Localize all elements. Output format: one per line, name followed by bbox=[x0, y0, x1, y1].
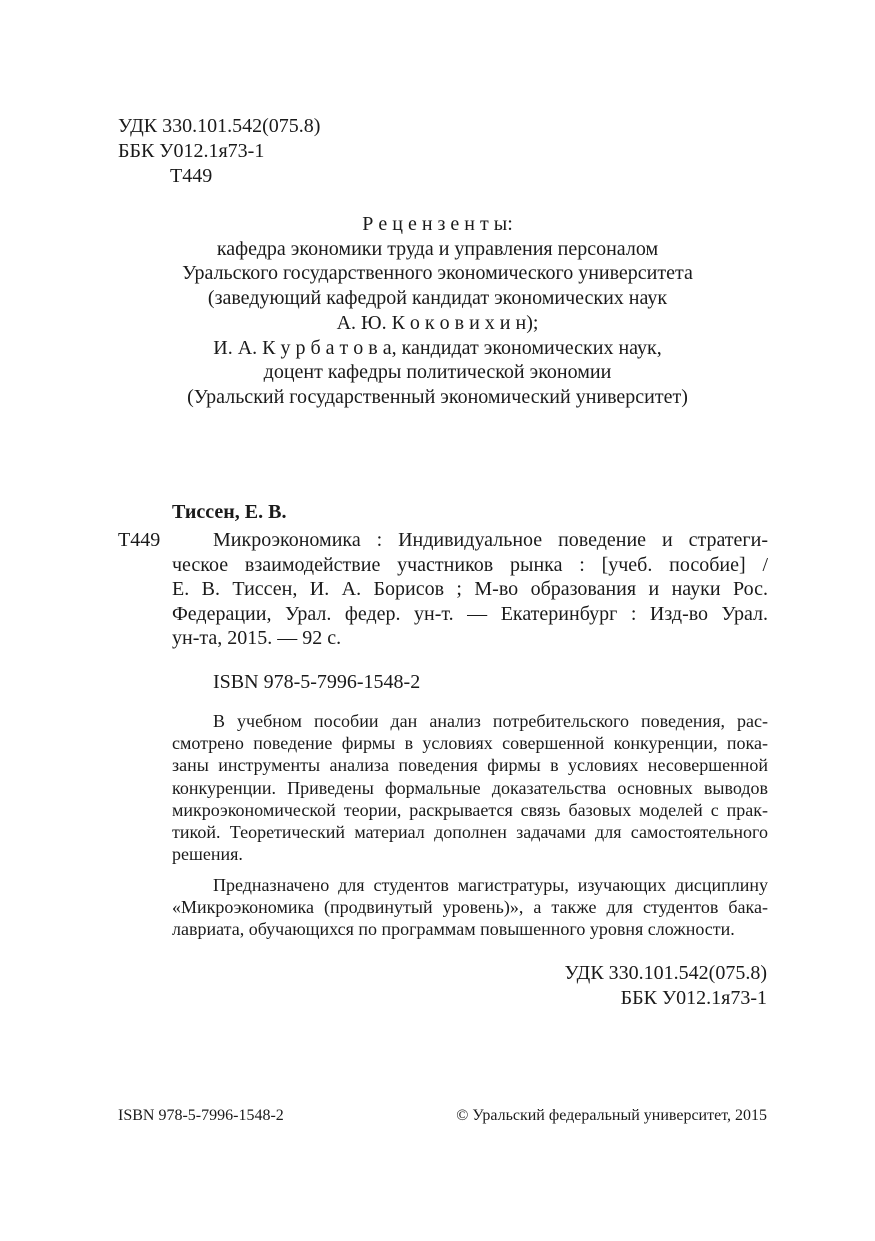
copyright-notice: © Уральский федеральный университет, 2015 bbox=[456, 1107, 767, 1124]
catalog-isbn: ISBN 978-5-7996-1548-2 bbox=[213, 671, 421, 693]
reviewers-title: Р е ц е н з е н т ы: bbox=[362, 213, 513, 235]
annotation-line: микроэкономической теории, раскрывается связь базовых моделей с прак- bbox=[172, 799, 768, 820]
reviewers-line: И. А. К у р б а т о в а, кандидат экономических наук, bbox=[213, 336, 662, 359]
reviewers-line: (заведующий кафедрой кандидат экономических наук bbox=[207, 287, 668, 310]
bottom-isbn: ISBN 978-5-7996-1548-2 bbox=[118, 1107, 284, 1124]
annotation-line: решения. bbox=[172, 844, 243, 865]
annotation-paragraph-2 bbox=[172, 874, 768, 941]
udk-code: УДК 330.101.542(075.8) bbox=[118, 115, 321, 137]
footer-bbk-code: ББК У012.1я73-1 bbox=[620, 987, 767, 1009]
reviewers-line: доцент кафедры политической экономии bbox=[263, 361, 612, 384]
description-line: Федерации, Урал. федер. ун-т. — Екатеринбург : Изд-во Урал. bbox=[172, 602, 768, 625]
footer-udk-code: УДК 330.101.542(075.8) bbox=[564, 962, 767, 984]
catalog-author-mark: Т449 bbox=[118, 529, 161, 551]
catalog-author-heading: Тиссен, Е. В. bbox=[172, 501, 287, 523]
description-line: ческое взаимодействие участников рынка : [учеб. пособие] / bbox=[172, 553, 768, 576]
annotation-line: смотрено поведение фирмы в условиях совершенной конкуренции, пока- bbox=[172, 733, 768, 754]
annotation-line: В учебном пособии дан анализ потребительского поведения, рас- bbox=[213, 711, 768, 731]
author-mark: Т449 bbox=[170, 165, 213, 187]
bbk-code: ББК У012.1я73-1 bbox=[118, 140, 265, 162]
reviewers-line: Уральского государственного экономического университета bbox=[182, 262, 693, 285]
description-line: Е. В. Тиссен, И. А. Борисов ; М-во образования и науки Рос. bbox=[172, 578, 768, 600]
annotation-line: конкуренции. Приведены формальные доказательства основных выводов bbox=[172, 777, 768, 798]
reviewers-line: (Уральский государственный экономический университет) bbox=[187, 385, 688, 408]
annotation-line: «Микроэкономика (продвинутый уровень)», а также для студентов бака- bbox=[172, 897, 768, 918]
catalog-description bbox=[172, 528, 768, 651]
annotation-line: лавриата, обучающихся по программам повышенного уровня сложности. bbox=[172, 919, 735, 940]
annotation-line: заны инструменты анализа поведения фирмы в условиях несовершенной bbox=[172, 755, 768, 776]
annotation-paragraph-1 bbox=[172, 710, 768, 865]
reviewers-block bbox=[110, 212, 765, 410]
description-line: ун-та, 2015. — 92 с. bbox=[172, 627, 342, 649]
reviewers-line: А. Ю. К о к о в и х и н); bbox=[336, 311, 539, 334]
annotation-line: Предназначено для студентов магистратуры, изучающих дисциплину bbox=[213, 875, 768, 895]
description-line: Микроэкономика : Индивидуальное поведение и стратеги- bbox=[213, 529, 768, 551]
annotation-line: тикой. Теоретический материал дополнен задачами для самостоятельного bbox=[172, 822, 768, 843]
reviewers-line: кафедра экономики труда и управления персоналом bbox=[216, 237, 659, 260]
